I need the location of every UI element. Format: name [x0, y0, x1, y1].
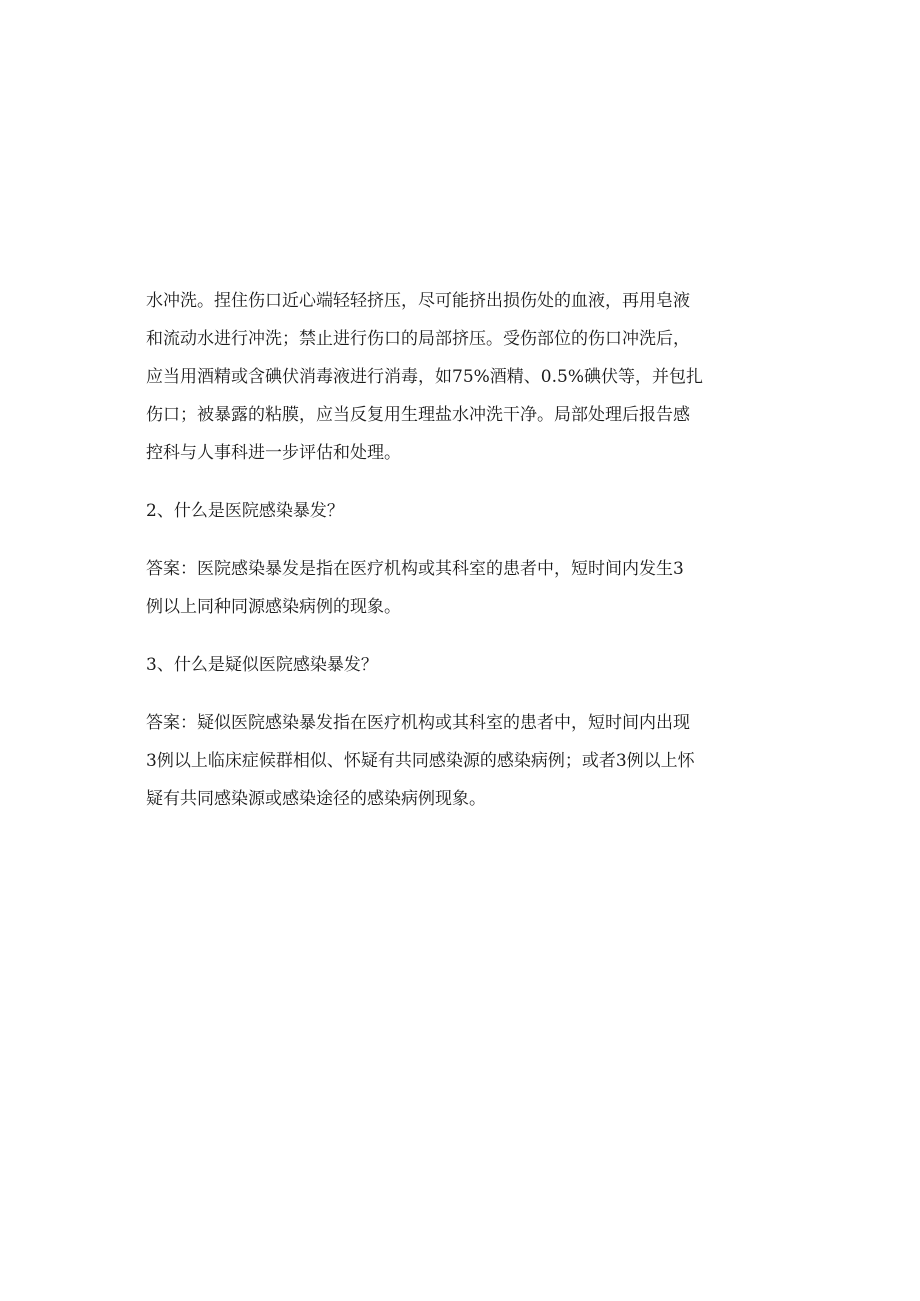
text-line: 伤口；被暴露的粘膜，应当反复用生理盐水冲洗干净。局部处理后报告感 — [146, 405, 690, 425]
answer-line: 疑有共同感染源或感染途径的感染病例现象。 — [146, 789, 486, 809]
text-line: 应当用酒精或含碘伏消毒液进行消毒，如75%酒精、0.5%碘伏等，并包扎 — [146, 367, 703, 387]
answer-line: 3例以上临床症候群相似、怀疑有共同感染源的感染病例；或者3例以上怀 — [146, 751, 695, 771]
paragraph-wound-care — [146, 282, 706, 472]
question-2 — [146, 492, 706, 530]
question-line: 2、什么是医院感染暴发？ — [146, 501, 344, 521]
answer-3 — [146, 704, 706, 818]
text-line: 和流动水进行冲洗；禁止进行伤口的局部挤压。受伤部位的伤口冲洗后， — [146, 329, 690, 349]
text-line: 控科与人事科进一步评估和处理。 — [146, 443, 401, 463]
document-body — [146, 282, 706, 838]
answer-2 — [146, 550, 706, 626]
answer-line: 例以上同种同源感染病例的现象。 — [146, 597, 401, 617]
question-line: 3、什么是疑似医院感染暴发？ — [146, 655, 378, 675]
question-3 — [146, 646, 706, 684]
text-line: 水冲洗。捏住伤口近心端轻轻挤压，尽可能挤出损伤处的血液，再用皂液 — [146, 291, 690, 311]
answer-line: 答案：疑似医院感染暴发指在医疗机构或其科室的患者中，短时间内出现 — [146, 713, 690, 733]
answer-line: 答案：医院感染暴发是指在医疗机构或其科室的患者中，短时间内发生3 — [146, 559, 684, 579]
